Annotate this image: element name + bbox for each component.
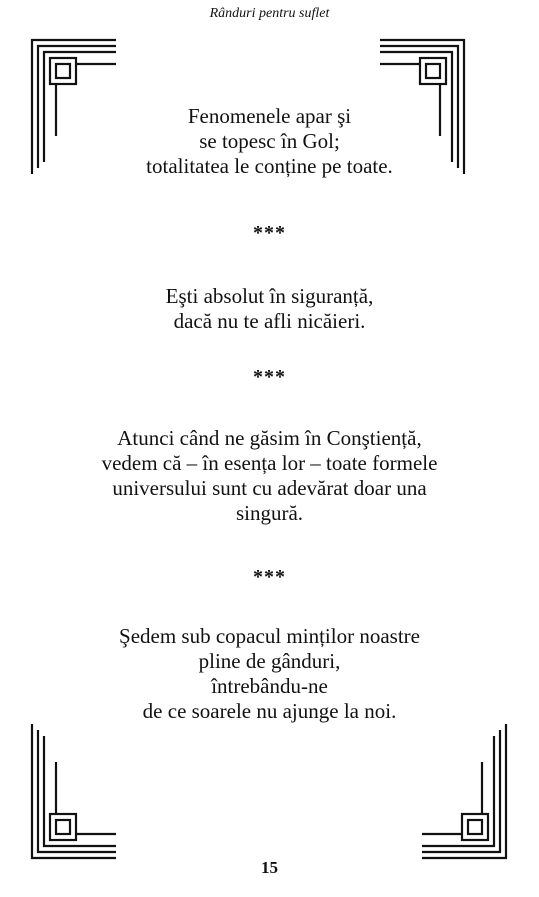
verse-line: Şedem sub copacul minților noastre <box>119 624 420 648</box>
verse-line: de ce soarele nu ajunge la noi. <box>142 699 397 723</box>
stanza-1 <box>40 104 499 179</box>
stanza-separator: *** <box>253 366 286 388</box>
verse-line: universului sunt cu adevărat doar una <box>112 476 427 500</box>
page-number: 15 <box>261 858 278 877</box>
verse-line: totalitatea le conține pe toate. <box>146 154 393 178</box>
stanza-2 <box>40 284 499 334</box>
stanza-separator: *** <box>253 222 286 244</box>
verse-line: dacă nu te afli nicăieri. <box>173 309 366 333</box>
verse-line: întrebându-ne <box>211 674 328 698</box>
verse-line: se topesc în Gol; <box>199 129 340 153</box>
stanza-separator: *** <box>253 566 286 588</box>
stanza-4 <box>40 624 499 724</box>
corner-ornament-bottom-left <box>28 722 118 862</box>
verse-line: singură. <box>235 501 304 525</box>
running-header: Rânduri pentru suflet <box>209 6 330 21</box>
verse-line: vedem că – în esența lor – toate formele <box>101 451 438 475</box>
stanza-3 <box>40 426 499 526</box>
verse-line: Atunci când ne găsim în Conştiență, <box>117 426 422 450</box>
verse-line: Fenomenele apar şi <box>187 104 352 128</box>
verse-line: Eşti absolut în siguranță, <box>165 284 374 308</box>
verse-line: pline de gânduri, <box>198 649 341 673</box>
corner-ornament-bottom-right <box>420 722 510 862</box>
